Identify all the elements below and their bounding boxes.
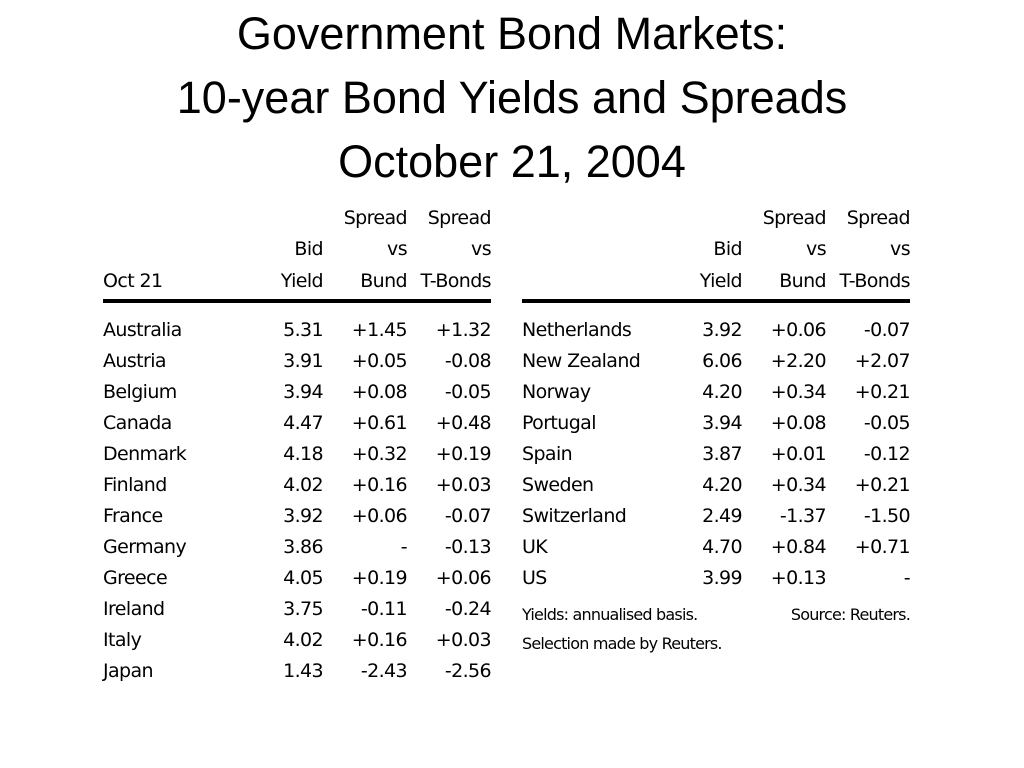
table-row <box>522 439 910 470</box>
table-row <box>522 501 910 532</box>
bund-header-line-3: Bund <box>360 270 407 292</box>
bund-header-line-2: vs <box>806 238 826 260</box>
table-row <box>103 470 491 501</box>
selection-note: Selection made by Reuters. <box>522 634 722 653</box>
bid-yield-cell: 4.18 <box>283 443 323 465</box>
tbonds-header-line-3: T-Bonds <box>420 270 491 292</box>
table-row <box>522 315 910 346</box>
country-cell: Ireland <box>103 598 165 620</box>
spread-tbonds-cell: +0.06 <box>435 567 491 589</box>
header-rule <box>103 299 491 303</box>
country-cell: New Zealand <box>522 350 641 372</box>
table-row <box>103 315 491 346</box>
country-cell: Netherlands <box>522 319 632 341</box>
spread-tbonds-cell: +0.21 <box>854 381 910 403</box>
bid-yield-cell: 3.87 <box>702 443 742 465</box>
spread-bund-cell: -0.11 <box>360 598 407 620</box>
table-row <box>522 377 910 408</box>
table-header <box>522 204 910 296</box>
spread-tbonds-cell: +2.07 <box>854 350 910 372</box>
bid-yield-cell: 3.94 <box>702 412 742 434</box>
table-row <box>522 346 910 377</box>
country-cell: Switzerland <box>522 505 627 527</box>
table-header <box>103 204 491 296</box>
header-rule <box>522 299 910 303</box>
table-row <box>103 439 491 470</box>
spread-tbonds-cell: -0.08 <box>444 350 491 372</box>
title-line-3: October 21, 2004 <box>338 136 686 187</box>
spread-bund-cell: -2.43 <box>360 660 407 682</box>
table-row <box>103 656 491 687</box>
bid-yield-cell: 4.05 <box>283 567 323 589</box>
spread-bund-cell: +0.06 <box>770 319 826 341</box>
spread-bund-cell: +0.34 <box>770 381 826 403</box>
spread-tbonds-cell: +1.32 <box>435 319 491 341</box>
table-row <box>103 594 491 625</box>
country-cell: Portugal <box>522 412 596 434</box>
country-cell: Canada <box>103 412 172 434</box>
spread-bund-cell: +0.05 <box>351 350 407 372</box>
spread-bund-cell: +0.32 <box>351 443 407 465</box>
spread-tbonds-cell: +0.48 <box>435 412 491 434</box>
spread-bund-cell: +0.16 <box>351 629 407 651</box>
bid-yield-cell: 5.31 <box>283 319 323 341</box>
table-row <box>522 532 910 563</box>
country-cell: Sweden <box>522 474 594 496</box>
tbonds-header-line-2: vs <box>890 238 910 260</box>
table-row <box>103 501 491 532</box>
bund-header-line-2: vs <box>387 238 407 260</box>
bund-header-line-3: Bund <box>779 270 826 292</box>
tbonds-header-line-1: Spread <box>427 207 491 229</box>
table-row <box>522 470 910 501</box>
spread-bund-cell: +0.19 <box>351 567 407 589</box>
table-body <box>522 315 910 594</box>
spread-bund-cell: +0.61 <box>351 412 407 434</box>
spread-tbonds-cell: +0.21 <box>854 474 910 496</box>
country-cell: Norway <box>522 381 591 403</box>
spread-bund-cell: +0.13 <box>770 567 826 589</box>
table-row <box>103 408 491 439</box>
bid-yield-cell: 3.92 <box>283 505 323 527</box>
spread-bund-cell: +0.08 <box>770 412 826 434</box>
spread-bund-cell: - <box>400 536 407 558</box>
spread-bund-cell: +0.06 <box>351 505 407 527</box>
table-row <box>522 408 910 439</box>
country-cell: France <box>103 505 163 527</box>
bond-table-right <box>522 204 910 653</box>
table-row <box>103 625 491 656</box>
spread-bund-cell: +1.45 <box>351 319 407 341</box>
country-cell: US <box>522 567 547 589</box>
spread-bund-cell: +0.08 <box>351 381 407 403</box>
spread-bund-cell: -1.37 <box>779 505 826 527</box>
country-cell: Finland <box>103 474 167 496</box>
bid-yield-cell: 4.47 <box>283 412 323 434</box>
bid-yield-cell: 3.75 <box>283 598 323 620</box>
spread-tbonds-cell: -0.24 <box>444 598 491 620</box>
spread-tbonds-cell: -0.12 <box>863 443 910 465</box>
tbonds-header-line-1: Spread <box>846 207 910 229</box>
spread-tbonds-cell: -0.05 <box>444 381 491 403</box>
table-row <box>103 563 491 594</box>
title-line-2: 10-year Bond Yields and Spreads <box>176 72 848 123</box>
table-row <box>103 346 491 377</box>
bid-yield-cell: 1.43 <box>283 660 323 682</box>
bid-yield-cell: 3.91 <box>283 350 323 372</box>
bund-header-line-1: Spread <box>343 207 407 229</box>
spread-tbonds-cell: -1.50 <box>863 505 910 527</box>
spread-tbonds-cell: +0.19 <box>435 443 491 465</box>
bond-table-left <box>103 204 491 682</box>
tbonds-header-line-2: vs <box>471 238 491 260</box>
bid-yield-cell: 6.06 <box>702 350 742 372</box>
spread-tbonds-cell: -0.05 <box>863 412 910 434</box>
table-row <box>522 563 910 594</box>
country-cell: Austria <box>103 350 166 372</box>
bid-header-line-1: Bid <box>713 238 742 260</box>
title-line-1: Government Bond Markets: <box>236 8 788 59</box>
bid-yield-cell: 3.92 <box>702 319 742 341</box>
bid-yield-cell: 4.20 <box>702 474 742 496</box>
spread-tbonds-cell: +0.03 <box>435 629 491 651</box>
spread-bund-cell: +0.16 <box>351 474 407 496</box>
bid-yield-cell: 4.70 <box>702 536 742 558</box>
spread-tbonds-cell: -0.13 <box>444 536 491 558</box>
country-cell: Greece <box>103 567 168 589</box>
bid-yield-cell: 2.49 <box>702 505 742 527</box>
date-header: Oct 21 <box>103 270 163 292</box>
spread-tbonds-cell: +0.03 <box>435 474 491 496</box>
bid-yield-cell: 3.94 <box>283 381 323 403</box>
country-cell: UK <box>522 536 548 558</box>
table-row <box>103 532 491 563</box>
tbonds-header-line-3: T-Bonds <box>839 270 910 292</box>
spread-tbonds-cell: -2.56 <box>444 660 491 682</box>
bid-header-line-1: Bid <box>294 238 323 260</box>
yields-note: Yields: annualised basis. <box>522 605 698 624</box>
country-cell: Italy <box>103 629 142 651</box>
table-row <box>103 377 491 408</box>
spread-tbonds-cell: -0.07 <box>863 319 910 341</box>
spread-tbonds-cell: +0.71 <box>854 536 910 558</box>
bid-yield-cell: 4.02 <box>283 629 323 651</box>
country-cell: Australia <box>103 319 182 341</box>
spread-bund-cell: +0.01 <box>770 443 826 465</box>
spread-bund-cell: +2.20 <box>770 350 826 372</box>
spread-bund-cell: +0.34 <box>770 474 826 496</box>
country-cell: Germany <box>103 536 187 558</box>
spread-tbonds-cell: - <box>903 567 910 589</box>
bid-header-line-2: Yield <box>699 270 742 292</box>
bid-yield-cell: 4.02 <box>283 474 323 496</box>
bid-yield-cell: 4.20 <box>702 381 742 403</box>
spread-bund-cell: +0.84 <box>770 536 826 558</box>
country-cell: Belgium <box>103 381 177 403</box>
country-cell: Japan <box>103 660 153 682</box>
slide-title <box>0 2 1024 194</box>
bid-yield-cell: 3.86 <box>283 536 323 558</box>
country-cell: Spain <box>522 443 573 465</box>
source-note: Source: Reuters. <box>790 605 910 624</box>
country-cell: Denmark <box>103 443 187 465</box>
bid-yield-cell: 3.99 <box>702 567 742 589</box>
bund-header-line-1: Spread <box>762 207 826 229</box>
table-notes <box>522 600 910 658</box>
bid-header-line-2: Yield <box>280 270 323 292</box>
spread-tbonds-cell: -0.07 <box>444 505 491 527</box>
table-body <box>103 315 491 687</box>
